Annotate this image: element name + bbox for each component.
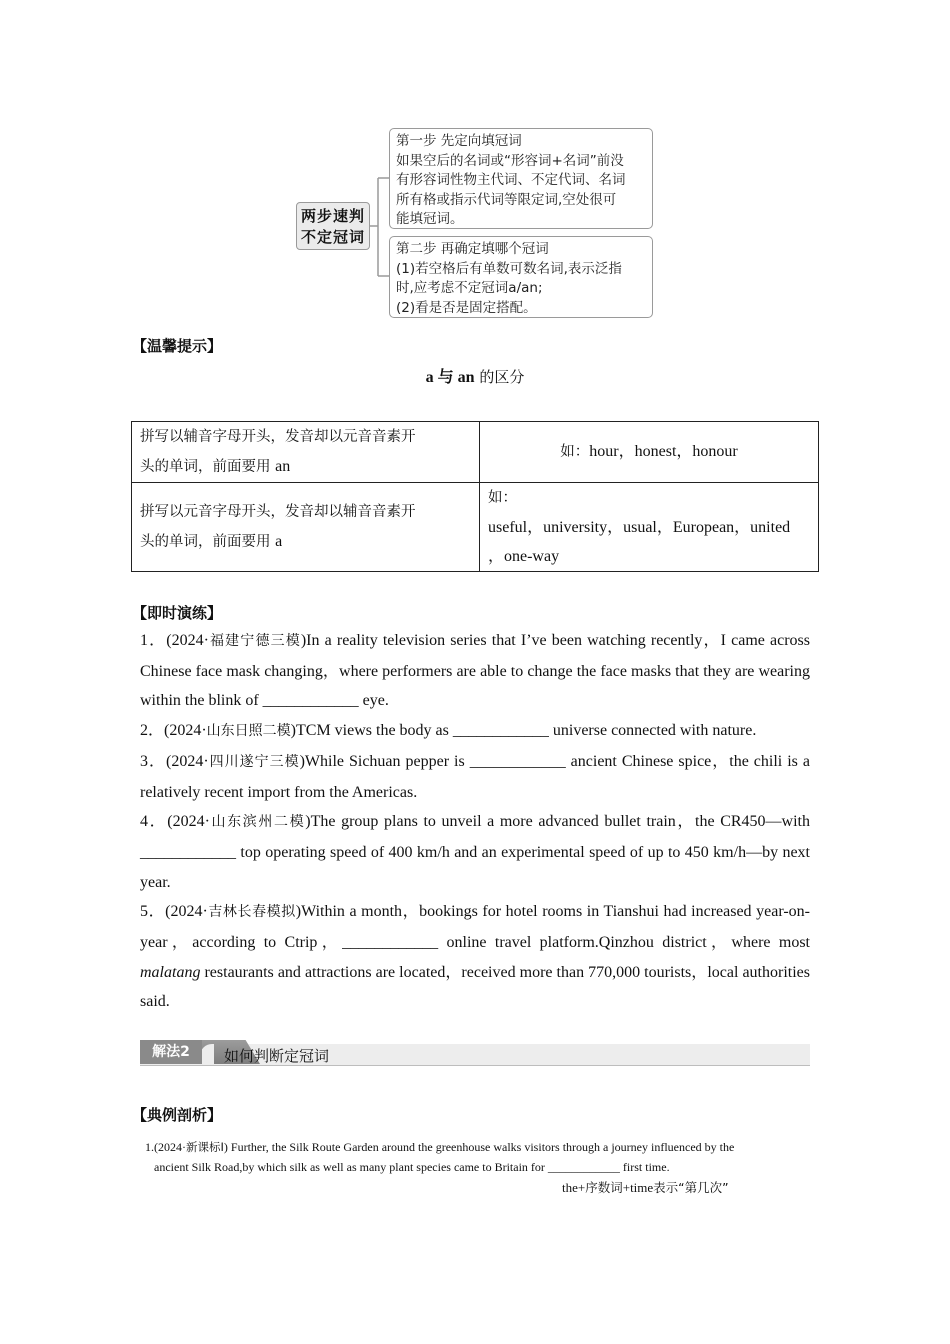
item-year: (2024· bbox=[167, 813, 210, 831]
item-source: 四川遂宁三模 bbox=[208, 753, 300, 770]
item-number: 1． bbox=[140, 632, 167, 649]
tips-heading: 【温馨提示】 bbox=[132, 337, 223, 355]
rule-line-1: 拼写以元音字母开头，发音却以辅音音素开 bbox=[140, 503, 416, 520]
example-hint bbox=[562, 1178, 729, 1196]
item-source: 吉林长春模拟 bbox=[207, 904, 296, 921]
example-source: 新课标Ⅰ bbox=[186, 1140, 224, 1154]
rule-cell bbox=[132, 422, 480, 483]
item-year: (2024· bbox=[165, 752, 209, 770]
step1-line-4: 能填冠词。 bbox=[396, 211, 464, 228]
practice-item-3 bbox=[140, 747, 810, 807]
rule-line-2-cn: 头的单词，前面要用 bbox=[140, 533, 276, 550]
example-prefix: 如： bbox=[560, 444, 590, 460]
method2-title: 如何判断定冠词 bbox=[224, 1047, 330, 1065]
item-number: 5． bbox=[140, 903, 166, 921]
diagram-step1-box bbox=[389, 128, 653, 229]
item-text-after: restaurants and attractions are located，received more than 770,000 tourists，local authorities said. bbox=[140, 963, 810, 1011]
step2-line-3: (2)看是否是固定搭配。 bbox=[396, 299, 537, 316]
example-cell bbox=[480, 483, 819, 572]
diagram-label-line1: 两步速判 bbox=[300, 207, 365, 225]
rule-line-2-en: a bbox=[275, 532, 283, 550]
diagram-label-line2: 不定冠词 bbox=[300, 228, 365, 246]
rule-line-2-en: an bbox=[275, 457, 291, 475]
step1-line-1: 如果空后的名词或“形容词+名词”前没 bbox=[396, 152, 624, 169]
rule-line-1: 拼写以辅音字母开头，发音却以元音音素开 bbox=[140, 428, 416, 445]
item-text-before: )Within a month，bookings for hotel rooms in Tianshui had increased year-on-year，according to Ctrip，____________ online travel platform.Qinzhou district，where most bbox=[140, 903, 810, 952]
item-source: 福建宁德三模 bbox=[208, 633, 301, 649]
diagram-step2-box bbox=[389, 236, 653, 318]
rule-cell bbox=[132, 483, 480, 572]
method2-tag: 解法2 bbox=[140, 1040, 202, 1064]
rule-line-2 bbox=[140, 527, 471, 557]
example-words: hour，honest，honour bbox=[589, 443, 738, 460]
example-line-1-rest: ) Further, the Silk Route Garden around the greenhouse walks visitors through a journey influenced by the bbox=[223, 1140, 735, 1154]
hint-en-2: +time bbox=[622, 1180, 654, 1195]
practice-item-2 bbox=[140, 716, 810, 747]
item-text: )In a reality television series that I’ve been watching recently，I came across Chinese face mask changing，where performers are able to change the face masks that they are wearing within the blink of ____________ eye. bbox=[140, 632, 810, 710]
item-number: 4． bbox=[140, 813, 168, 831]
item-year: (2024· bbox=[165, 903, 208, 921]
item-text-italic: malatang bbox=[140, 963, 201, 981]
practice-item-1 bbox=[140, 626, 810, 716]
hint-cn-1: 序数词 bbox=[585, 1180, 623, 1195]
method2-banner-curve bbox=[200, 1044, 214, 1064]
practice-heading: 【即时演练】 bbox=[132, 604, 223, 622]
item-year: (2024· bbox=[164, 722, 207, 740]
tips-title-cn: 的区分 bbox=[474, 368, 525, 386]
item-text: )The group plans to unveil a more advanced bullet train，the CR450—with ____________ top operating speed of 400 km/h and an experimental speed of up to 450 km/h—by next year. bbox=[140, 813, 810, 891]
item-source: 山东滨州二模 bbox=[209, 814, 306, 831]
example-text bbox=[145, 1138, 807, 1177]
practice-list bbox=[140, 626, 810, 1017]
example-prefix: 如： bbox=[488, 489, 517, 506]
step1-line-2: 有形容词性物主代词、不定代词、名词 bbox=[396, 172, 626, 189]
example-cell bbox=[480, 422, 819, 483]
hint-cn-2: 表示“第几次” bbox=[653, 1180, 729, 1195]
example-line-2: useful，university，usual，European，united bbox=[488, 518, 791, 536]
example-prefix: 1.(2024· bbox=[145, 1140, 186, 1154]
item-source: 山东日照二模 bbox=[206, 723, 291, 740]
example-heading: 【典例剖析】 bbox=[132, 1106, 223, 1124]
step1-title: 第一步 先定向填冠词 bbox=[396, 133, 522, 149]
step2-title: 第二步 再确定填哪个冠词 bbox=[396, 241, 549, 257]
item-year: (2024· bbox=[166, 632, 209, 649]
tips-title bbox=[0, 364, 950, 387]
example-line-1 bbox=[145, 1138, 807, 1158]
item-text: )TCM views the body as ____________ universe connected with nature. bbox=[290, 722, 757, 740]
step2-line-1: (1)若空格后有单数可数名词,表示泛指 bbox=[396, 260, 622, 277]
hint-en: the+ bbox=[562, 1180, 586, 1195]
example-line-3: ，one-way bbox=[488, 547, 560, 565]
diagram-label bbox=[296, 202, 370, 250]
item-text: )While Sichuan pepper is ____________ ancient Chinese spice，the chili is a relatively recent import from the Americas. bbox=[140, 752, 810, 801]
item-number: 3． bbox=[140, 752, 166, 770]
step1-line-3: 所有格或指示代词等限定词,空处很可 bbox=[396, 191, 617, 208]
a-an-table bbox=[131, 421, 819, 572]
rule-line-2-cn: 头的单词，前面要用 bbox=[140, 458, 276, 475]
item-number: 2． bbox=[140, 722, 165, 740]
example-line-2: ancient Silk Road,by which silk as well as many plant species came to Britain for ____________ first time. bbox=[154, 1159, 670, 1174]
table-row bbox=[132, 483, 819, 572]
rule-line-2 bbox=[140, 452, 471, 482]
practice-item-5 bbox=[140, 897, 810, 1017]
table-row bbox=[132, 422, 819, 483]
tips-title-en: a 与 an bbox=[425, 369, 475, 386]
step2-line-2: 时,应考虑不定冠词a/an; bbox=[396, 280, 543, 297]
practice-item-4 bbox=[140, 807, 810, 897]
